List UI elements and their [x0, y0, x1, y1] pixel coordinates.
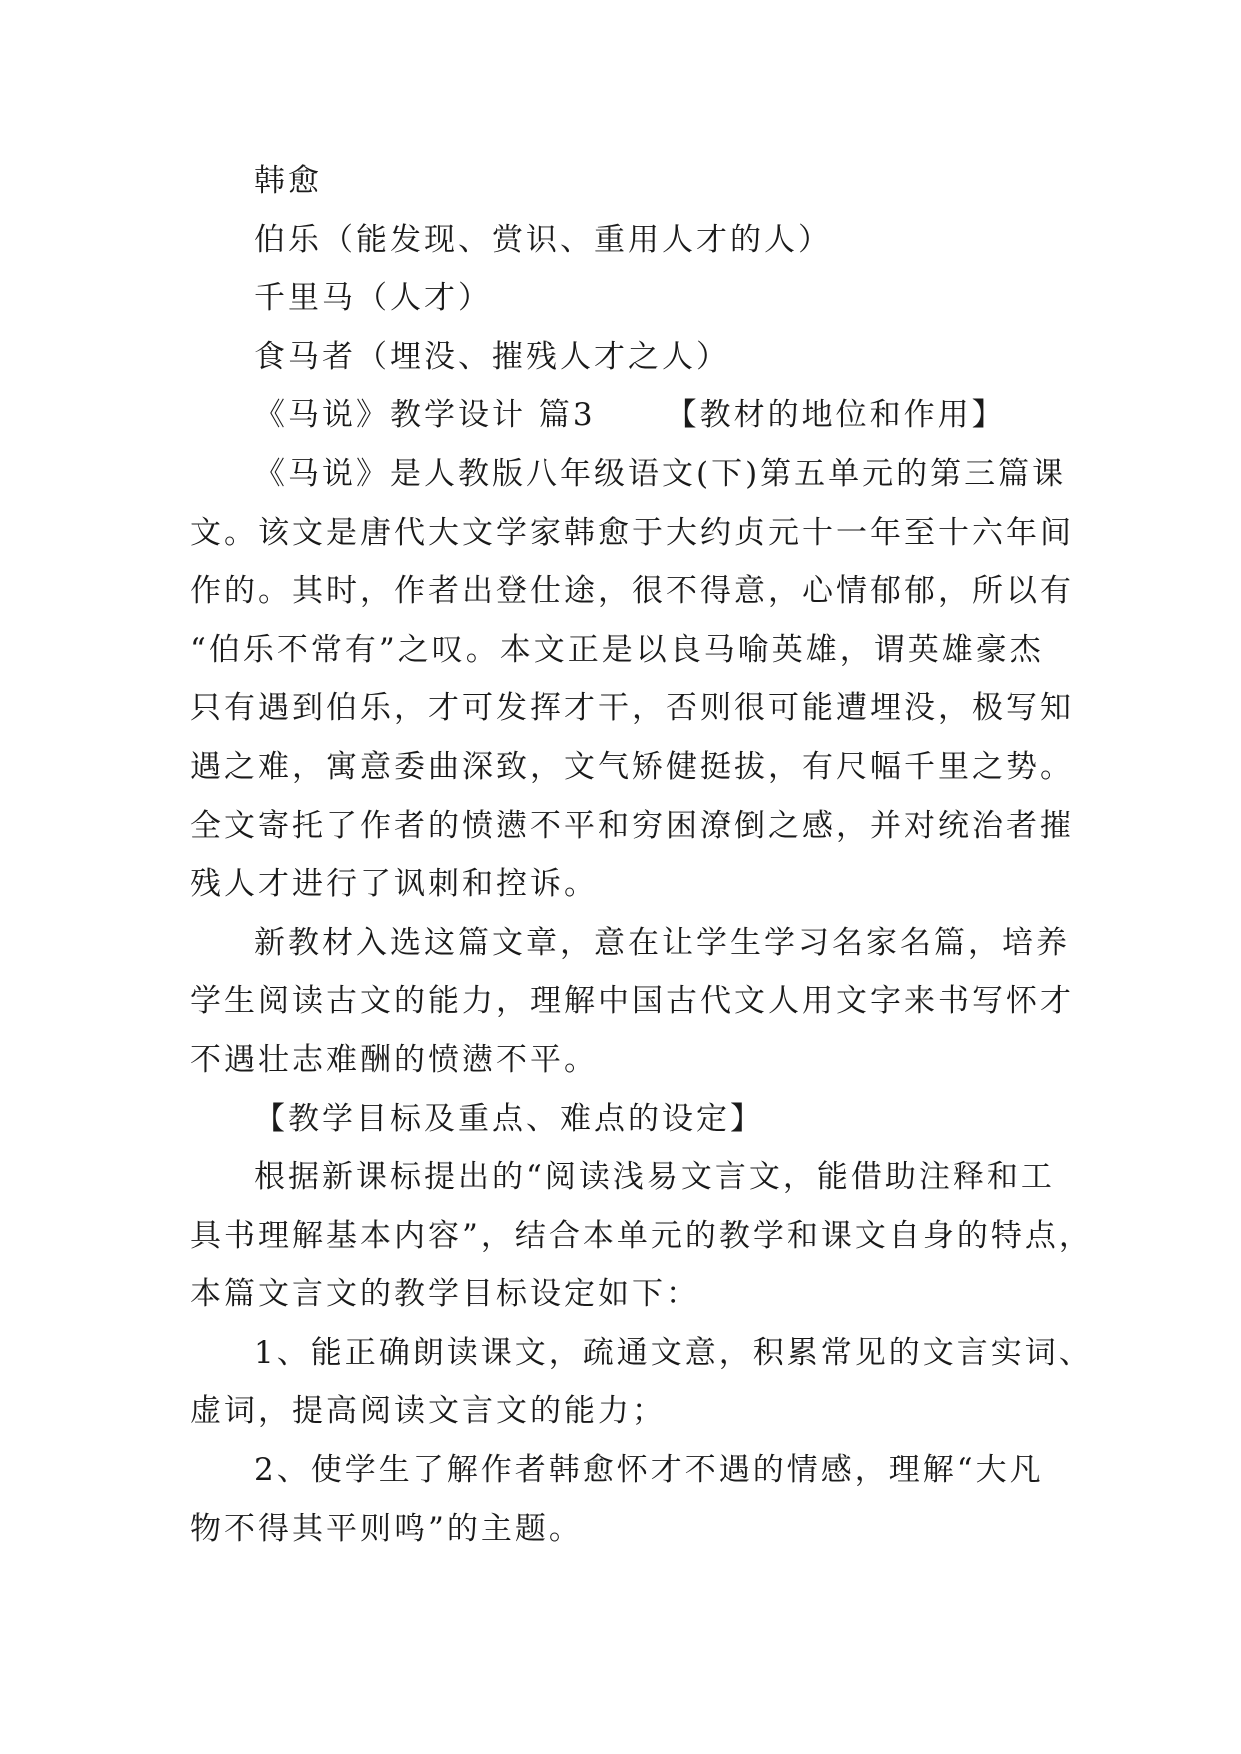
- text-line: 遇之难，寓意委曲深致，文气矫健挺拔，有尺幅千里之势。: [190, 748, 1074, 785]
- text-line: 韩愈: [254, 163, 322, 199]
- text-line: 虚词，提高阅读文言文的能力；: [190, 1393, 666, 1430]
- text-line: 千里马（人才）: [254, 280, 492, 317]
- text-line: 《马说》是人教版八年级语文(下)第五单元的第三篇课: [254, 455, 1067, 492]
- text-line: 学生阅读古文的能力，理解中国古代文人用文字来书写怀才: [190, 983, 1074, 1020]
- text-line: 不遇壮志难酬的愤懑不平。: [190, 1041, 598, 1078]
- goal-item: [190, 1441, 1070, 1558]
- text-line: 物不得其平则鸣”的主题。: [190, 1510, 583, 1547]
- text-line: 只有遇到伯乐，才可发挥才干，否则很可能遭埋没，极写知: [190, 690, 1074, 727]
- paragraph: [190, 914, 1074, 1090]
- text-line: 作的。其时，作者出登仕途，很不得意，心情郁郁，所以有: [190, 573, 1074, 610]
- text-line: 本篇文言文的教学目标设定如下：: [190, 1276, 700, 1313]
- text-line: 根据新课标提出的“阅读浅易文言文，能借助注释和工: [254, 1159, 1055, 1196]
- paragraph: [190, 445, 1074, 914]
- text-line: 新教材入选这篇文章，意在让学生学习名家名篇，培养: [254, 924, 1070, 961]
- text-line: 全文寄托了作者的愤懑不平和穷困潦倒之感，并对统治者摧: [190, 807, 1074, 844]
- text-line: 具书理解基本内容”，结合本单元的教学和课文自身的特点，: [190, 1217, 1093, 1254]
- text-line: 残人才进行了讽刺和控诉。: [190, 866, 598, 903]
- section-heading-2: 【教学目标及重点、难点的设定】: [254, 1100, 764, 1137]
- text-line: “伯乐不常有”之叹。本文正是以良马喻英雄，谓英雄豪杰: [190, 631, 1044, 668]
- paragraph: [190, 1148, 1093, 1324]
- text-line: 1、能正确朗读课文，疏通文意，积累常见的文言实词、: [254, 1334, 1093, 1371]
- section-title: 《马说》教学设计 篇3: [254, 397, 596, 434]
- document-body: [190, 152, 1093, 1558]
- text-line: 伯乐（能发现、赏识、重用人才的人）: [254, 221, 832, 258]
- text-line: 食马者（埋没、摧残人才之人）: [254, 338, 730, 375]
- text-line: 文。该文是唐代大文学家韩愈于大约贞元十一年至十六年间: [190, 514, 1074, 551]
- section-title-row: [190, 386, 1070, 445]
- section-heading: 【教材的地位和作用】: [665, 397, 1006, 434]
- goal-item: [190, 1324, 1093, 1441]
- text-line: 2、使学生了解作者韩愈怀才不遇的情感，理解“大凡: [254, 1452, 1044, 1489]
